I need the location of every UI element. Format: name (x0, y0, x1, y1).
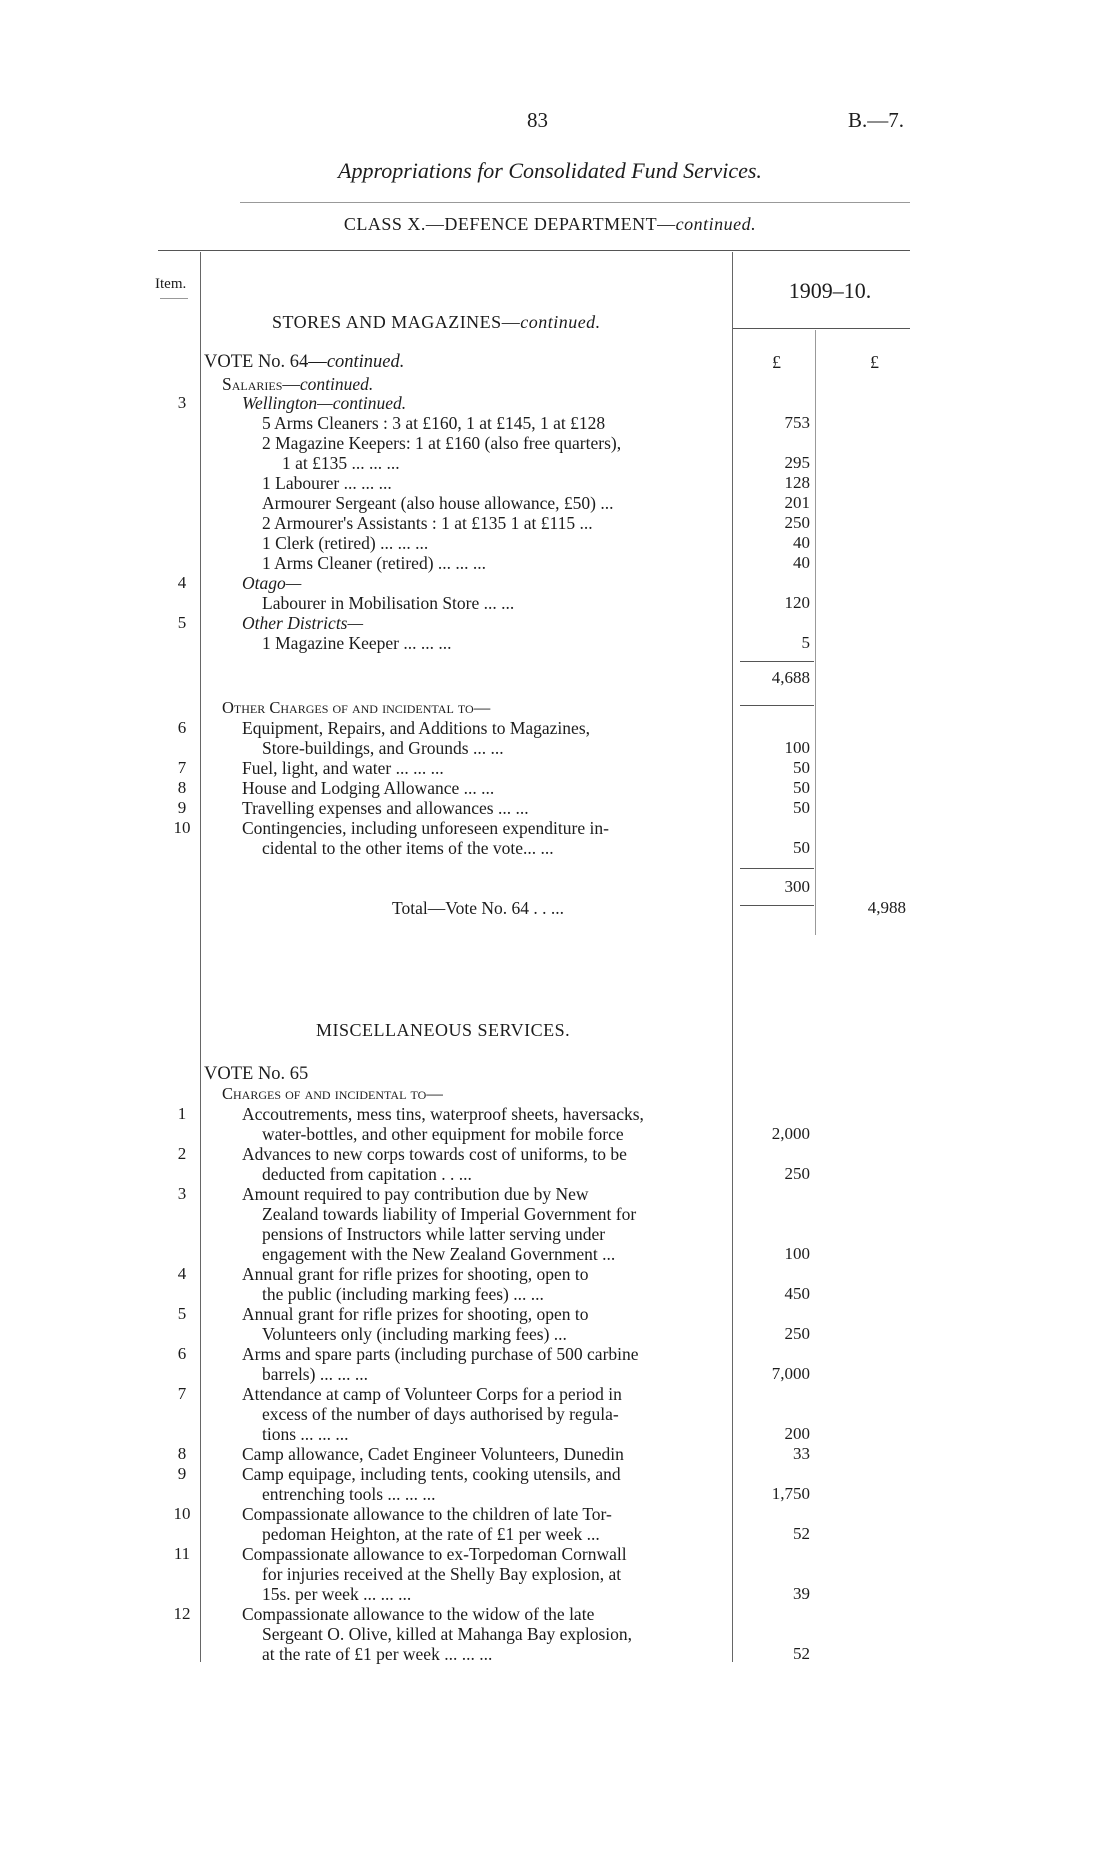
page-title: Appropriations for Consolidated Fund Services. (338, 158, 762, 183)
line-item: 1 Clerk (retired) ... ... ... (262, 533, 429, 553)
line-item: tions ... ... ... (262, 1424, 349, 1444)
item-number: 3 (177, 393, 187, 412)
line-amount: 50 (793, 758, 810, 777)
line-item: Fuel, light, and water ... ... ... (242, 758, 444, 778)
line-amount: 50 (793, 798, 810, 817)
misc-charges-heading: Charges of and incidental to— (222, 1084, 443, 1103)
line-item: Arms and spare parts (including purchase of 500 carbine (242, 1344, 639, 1364)
vote-64-total-label: Total—Vote No. 64 . . ... (392, 898, 564, 918)
line-item: for injuries received at the Shelly Bay explosion, at (262, 1564, 622, 1584)
line-item: Sergeant O. Olive, killed at Mahanga Bay explosion, (262, 1624, 633, 1644)
line-item: 2 Armourer's Assistants : 1 at £135 1 at £115 ... (262, 513, 593, 533)
item-number: 6 (177, 1344, 187, 1363)
line-item: Compassionate allowance to ex-Torpedoman Cornwall (242, 1544, 627, 1564)
misc-section-title: MISCELLANEOUS SERVICES. (316, 1020, 571, 1040)
item-number: 8 (177, 1444, 187, 1463)
line-item: House and Lodging Allowance ... ... (242, 778, 495, 798)
item-number: 9 (177, 1464, 187, 1483)
line-item: the public (including marking fees) ... ... (262, 1284, 544, 1304)
line-amount: 250 (784, 1324, 810, 1343)
line-amount: 50 (793, 838, 810, 857)
line-item: entrenching tools ... ... ... (262, 1484, 436, 1504)
item-header-rule (160, 298, 188, 299)
document-reference: B.—7. (848, 108, 905, 132)
other-charges-rule (740, 705, 814, 706)
other-charges-heading: Other Charges of and incidental to— (222, 698, 491, 717)
title-rule (240, 202, 910, 203)
line-amount: 2,000 (771, 1124, 810, 1143)
line-amount: 39 (793, 1584, 810, 1603)
item-number: 1 (177, 1104, 187, 1123)
line-item: Contingencies, including unforeseen expenditure in- (242, 818, 609, 838)
other-charges-subtotal: 300 (784, 877, 810, 896)
currency-header-1: £ (772, 352, 781, 372)
line-item: Accoutrements, mess tins, waterproof sheets, haversacks, (242, 1104, 644, 1124)
subtotal-rule (740, 868, 814, 869)
line-amount: 753 (784, 413, 810, 432)
item-number: 7 (177, 758, 187, 777)
line-item: Annual grant for rifle prizes for shooting, open to (242, 1304, 589, 1324)
item-number: 10 (173, 1504, 191, 1523)
line-item: Camp equipage, including tents, cooking utensils, and (242, 1464, 621, 1484)
line-item: deducted from capitation . . ... (262, 1164, 472, 1184)
subtotal-rule (740, 905, 814, 906)
line-amount: 201 (784, 493, 810, 512)
item-number: 5 (177, 613, 187, 632)
line-item: 5 Arms Cleaners : 3 at £160, 1 at £145, 1 at £128 (262, 413, 606, 433)
line-item: Store-buildings, and Grounds ... ... (262, 738, 504, 758)
line-item: Attendance at camp of Volunteer Corps for a period in (242, 1384, 622, 1404)
class-heading (200, 214, 900, 235)
line-item: Advances to new corps towards cost of uniforms, to be (242, 1144, 627, 1164)
line-item: Camp allowance, Cadet Engineer Volunteers, Dunedin (242, 1444, 624, 1464)
item-number: 3 (177, 1184, 187, 1203)
item-number: 11 (173, 1544, 191, 1563)
item-number: 6 (177, 718, 187, 737)
district-heading: Other Districts— (242, 613, 364, 633)
table-top-rule (158, 250, 910, 251)
line-amount: 50 (793, 778, 810, 797)
line-item: Zealand towards liability of Imperial Government for (262, 1204, 637, 1224)
line-item: at the rate of £1 per week ... ... ... (262, 1644, 493, 1664)
line-amount: 295 (784, 453, 810, 472)
salaries-heading-text: Salaries— (222, 374, 300, 394)
line-amount: 40 (793, 553, 810, 572)
line-item: 1 Labourer ... ... ... (262, 473, 392, 493)
line-item: 1 Magazine Keeper ... ... ... (262, 633, 452, 653)
line-amount: 1,750 (771, 1484, 810, 1503)
line-item: engagement with the New Zealand Government ... (262, 1244, 616, 1264)
item-number: 8 (177, 778, 187, 797)
item-number: 12 (173, 1604, 191, 1623)
vote-64-total-amount: 4,988 (867, 898, 906, 917)
salaries-heading (222, 374, 373, 395)
vote-64-heading (204, 352, 404, 373)
line-item: 15s. per week ... ... ... (262, 1584, 412, 1604)
salaries-subtotal: 4,688 (771, 668, 810, 687)
line-item: 1 Arms Cleaner (retired) ... ... ... (262, 553, 487, 573)
currency-header-2: £ (870, 352, 879, 372)
line-amount: 33 (793, 1444, 810, 1463)
vote-65-heading: VOTE No. 65 (204, 1064, 309, 1084)
line-item: 2 Magazine Keepers: 1 at £160 (also free quarters), (262, 433, 622, 453)
line-item: barrels) ... ... ... (262, 1364, 368, 1384)
line-item: cidental to the other items of the vote... ... (262, 838, 554, 858)
stores-section-title (272, 312, 601, 333)
line-item: excess of the number of days authorised by regula- (262, 1404, 619, 1424)
line-amount: 40 (793, 533, 810, 552)
line-item: Labourer in Mobilisation Store ... ... (262, 593, 515, 613)
stores-section-title-text: STORES AND MAGAZINES— (272, 312, 521, 332)
item-number: 7 (177, 1384, 187, 1403)
line-item: Travelling expenses and allowances ... ... (242, 798, 529, 818)
line-amount: 120 (784, 593, 810, 612)
line-amount: 450 (784, 1284, 810, 1303)
line-item: pedoman Heighton, at the rate of £1 per week ... (262, 1524, 600, 1544)
item-number: 4 (177, 573, 187, 592)
year-header: 1909–10. (788, 278, 872, 303)
line-item: 1 at £135 ... ... ... (282, 453, 400, 473)
vote-64-continued: continued. (326, 352, 405, 372)
line-item: pensions of Instructors while latter serving under (262, 1224, 606, 1244)
line-item: Amount required to pay contribution due by New (242, 1184, 589, 1204)
line-item: Equipment, Repairs, and Additions to Magazines, (242, 718, 591, 738)
total-column-rule (815, 330, 816, 935)
item-number: 2 (177, 1144, 187, 1163)
line-item: water-bottles, and other equipment for mobile force (262, 1124, 624, 1144)
salaries-heading-continued: continued. (299, 374, 374, 394)
line-amount: 200 (784, 1424, 810, 1443)
line-item: Armourer Sergeant (also house allowance, £50) ... (262, 493, 614, 513)
line-amount: 7,000 (771, 1364, 810, 1383)
stores-section-title-continued: continued. (520, 312, 601, 332)
vote-64-text: VOTE No. 64— (204, 352, 327, 372)
subtotal-rule (740, 661, 814, 662)
line-amount: 250 (784, 1164, 810, 1183)
district-heading: Wellington—continued. (242, 393, 407, 413)
page-number: 83 (527, 108, 548, 132)
line-item: Annual grant for rifle prizes for shooting, open to (242, 1264, 589, 1284)
class-heading-text: CLASS X.—DEFENCE DEPARTMENT— (343, 214, 676, 234)
item-number: 4 (177, 1264, 187, 1283)
line-amount: 52 (793, 1644, 810, 1663)
item-column-header: Item. (155, 276, 187, 292)
year-header-rule (733, 328, 910, 329)
line-item: Compassionate allowance to the children of late Tor- (242, 1504, 612, 1524)
line-amount: 128 (784, 473, 810, 492)
line-amount: 100 (784, 738, 810, 757)
line-amount: 100 (784, 1244, 810, 1263)
item-number: 9 (177, 798, 187, 817)
item-number: 10 (173, 818, 191, 837)
class-heading-continued: continued. (675, 214, 757, 234)
line-amount: 5 (801, 633, 810, 652)
district-heading: Otago— (242, 573, 302, 593)
line-amount: 250 (784, 513, 810, 532)
item-number: 5 (177, 1304, 187, 1323)
line-item: Compassionate allowance to the widow of the late (242, 1604, 595, 1624)
line-item: Volunteers only (including marking fees) ... (262, 1324, 567, 1344)
line-amount: 52 (793, 1524, 810, 1543)
